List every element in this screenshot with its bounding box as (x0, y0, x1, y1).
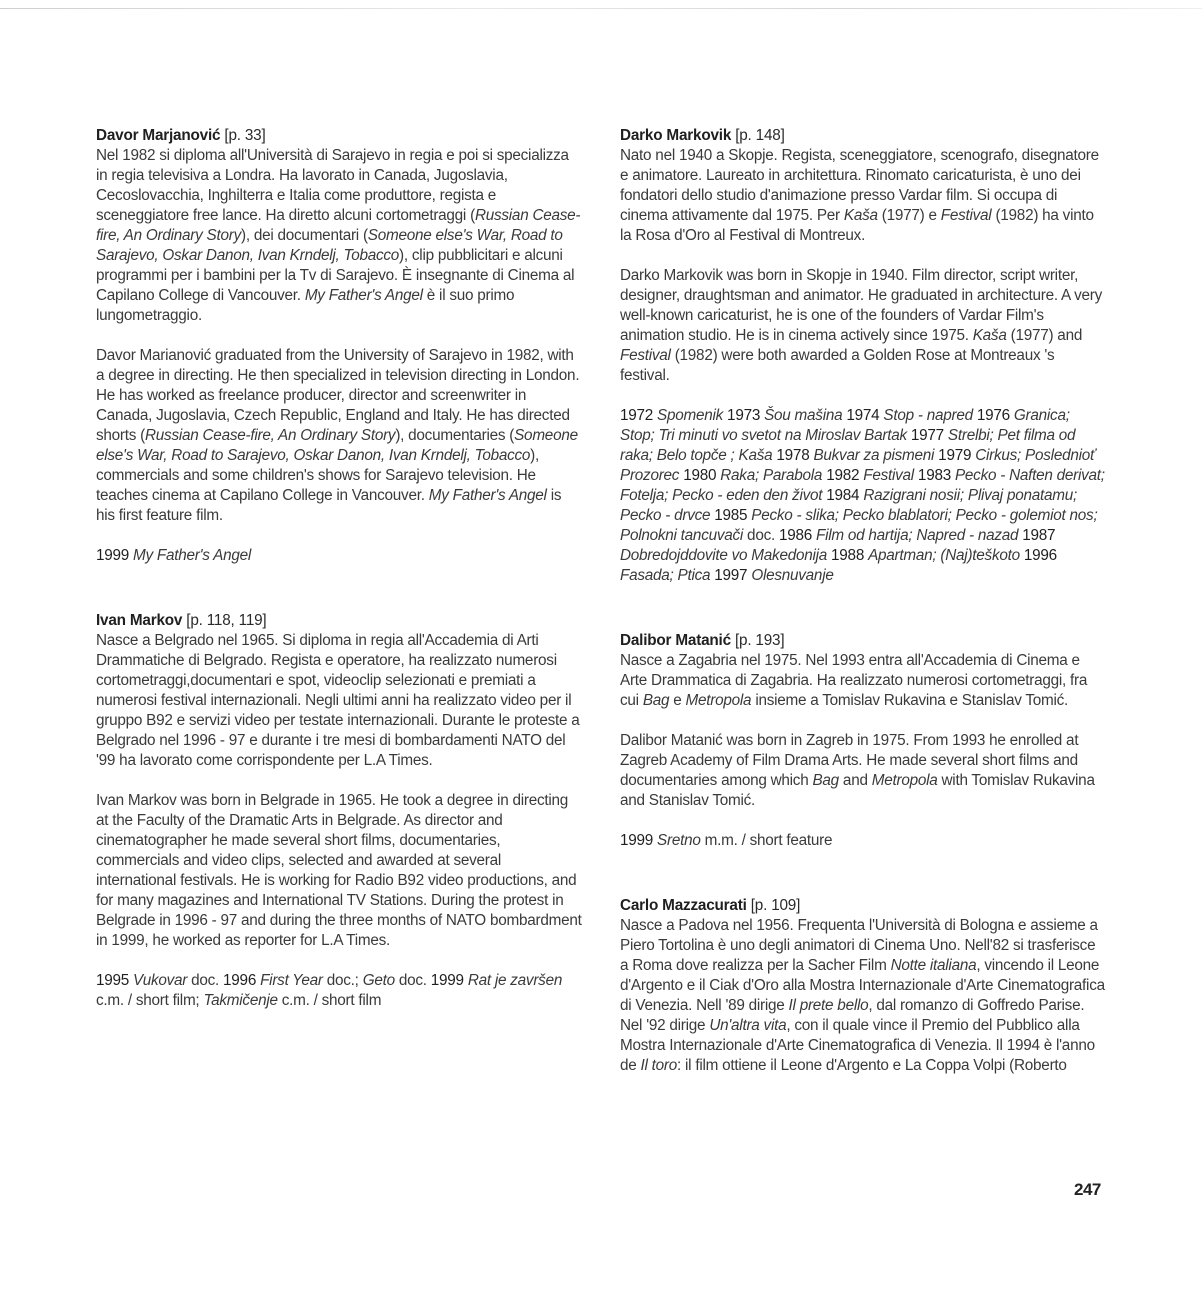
director-name: Davor Marjanović (96, 127, 221, 144)
entry-carlo-mazzacurati (620, 896, 1106, 1076)
filmography-year: 1973 (723, 407, 765, 424)
film-title: Festival (863, 467, 914, 484)
page-reference: [p. 118, 119] (186, 612, 267, 629)
entry-heading (96, 126, 582, 146)
director-name: Darko Markovik (620, 127, 732, 144)
film-note: c.m. / short film (277, 992, 382, 1009)
entry-heading (620, 896, 1106, 916)
film-note: doc. (743, 527, 779, 544)
director-name: Carlo Mazzacurati (620, 897, 747, 914)
bio-italian: Nasce a Belgrado nel 1965. Si diploma in regia all'Accademia di Arti Drammatiche di Belgrado. Regista e operatore, ha realizzato numerosi cortometraggi,documentari e spot, videoclip selezionati e premiati a numerosi festival internazionali. Negli ultimi anni ha realizzato video per il gruppo B92 e servizi video per testate internazionali. Durante le proteste a Belgrado nel 1996 - 97 e durante i tre mesi di bombardamenti NATO del '99 ha lavorato come corrispondente per L.A Times. (96, 632, 580, 769)
entry-davor-marjanovic (96, 126, 582, 566)
film-title: Spomenik (657, 407, 724, 424)
filmography-year: 1972 (620, 407, 658, 424)
entry-heading (620, 631, 1106, 651)
film-title: First Year (260, 972, 323, 989)
filmography-year: 1977 (906, 427, 948, 444)
filmography-year: 1982 (822, 467, 864, 484)
film-title: Bukvar za pismeni (813, 447, 935, 464)
film-title: Fasada; Ptica (620, 567, 711, 584)
filmography-year: 1999 (620, 832, 658, 849)
bio-english: Darko Markovik was born in Skopje in 1940. Film director, script writer, designer, draughtsman and animator. He graduated in architecture. A very well-known caricaturist, he is one of the founders of Vardar Film's animation studio. He is in cinema actively since 1975. Kaša (1977) and Festival (1982) were both awarded a Golden Rose at Montreaux 's festival. (620, 267, 1103, 384)
bio-italian: Nato nel 1940 a Skopje. Regista, sceneggiatore, scenografo, disegnatore e animatore. Laureato in architettura. Rinomato caricaturista, è uno dei fondatori dello studio d'animazione presso Vardar film. Si occupa di cinema attivamente dal 1975. Per Kaša (1977) e Festival (1982) ha vinto la Rosa d'Oro al Festival di Montreux. (620, 147, 1099, 244)
entry-heading (96, 611, 582, 631)
film-title: Vukovar (133, 972, 188, 989)
bio-english: Davor Marianović graduated from the University of Sarajevo in 1982, with a degree in directing. He then specialized in television directing in London. He has worked as freelance producer, director and screenwriter in Canada, Jugoslavia, Czech Republic, England and Italy. He has directed shorts (Russian Cease-fire, An Ordinary Story), documentaries (Someone else's War, Road to Sarajevo, Oskar Danon, Ivan Krndelj, Tobacco), commercials and some children's shows for Sarajevo television. He teaches cinema at Capilano College in Vancouver. My Father's Angel is his first feature film. (96, 347, 580, 524)
film-title: Film od hartija; Napred - nazad (816, 527, 1019, 544)
filmography-year: 1985 (710, 507, 752, 524)
film-title: Raka; Parabola (720, 467, 823, 484)
right-column (620, 126, 1106, 1076)
film-title: My Father's Angel (133, 547, 252, 564)
filmography-year: 1995 (96, 972, 134, 989)
page-reference: [p. 148] (735, 127, 785, 144)
bio-english: Dalibor Matanić was born in Zagreb in 1975. From 1993 he enrolled at Zagreb Academy of Film Drama Arts. He made several short films and documentaries among which Bag and Metropola with Tomislav Rukavina and Stanislav Tomić. (620, 732, 1095, 809)
filmography-year: 1986 (778, 527, 817, 544)
filmography-year: 1979 (934, 447, 976, 464)
film-title: Olesnuvanje (751, 567, 834, 584)
film-note: c.m. / short film; (96, 992, 204, 1009)
filmography-year: 1978 (772, 447, 814, 464)
filmography-year: 1999 (96, 547, 134, 564)
page-number: 247 (1074, 1180, 1101, 1199)
film-title: Dobredojddovite vo Makedonija (620, 547, 828, 564)
film-title: Stop - napred (883, 407, 973, 424)
film-title: Pecko - Naften derivat; Fotelja; Pecko - eden den život (620, 467, 1105, 504)
film-note: m.m. / short feature (700, 832, 833, 849)
film-title: Granica; Stop; Tri minuti vo svetot na Miroslav Bartak (620, 407, 1070, 444)
top-rule (0, 8, 1202, 9)
film-title: Razigrani nosii; Plivaj ponatamu; Pecko - drvce (620, 487, 1077, 524)
filmography-year: 1988 (827, 547, 869, 564)
film-title: Geto (362, 972, 395, 989)
film-title: Takmičenje (203, 992, 278, 1009)
director-name: Dalibor Matanić (620, 632, 731, 649)
film-title: Rat je završen (467, 972, 563, 989)
film-title: Sretno (657, 832, 701, 849)
bio-english: Ivan Markov was born in Belgrade in 1965. He took a degree in directing at the Faculty of the Dramatic Arts in Belgrade. As director and cinematographer he made several short films, documentaries, commercials and video clips, selected and awarded at several international festivals. He is working for Radio B92 video productions, and for many magazines and International TV Stations. During the protest in Belgrade in 1996 - 97 and during the three months of NATO bombardment in 1999, he worked as reporter for L.A Times. (96, 792, 582, 949)
film-note: doc. (187, 972, 224, 989)
bio-italian: Nasce a Zagabria nel 1975. Nel 1993 entra all'Accademia di Cinema e Arte Drammatica di Zagabria. Ha realizzato numerosi cortometraggi, fra cui Bag e Metropola insieme a Tomislav Rukavina e Stanislav Tomić. (620, 652, 1088, 709)
filmography (620, 831, 1106, 851)
film-title: Strelbi; Pet filma od raka; Belo topče ; Kaša (620, 427, 1076, 464)
filmography (620, 406, 1106, 586)
filmography-year: 1996 (1019, 547, 1057, 564)
filmography (96, 546, 582, 566)
page-reference: [p. 33] (224, 127, 266, 144)
entry-dalibor-matanic (620, 631, 1106, 851)
filmography-year: 1987 (1018, 527, 1056, 544)
film-note: doc. (394, 972, 431, 989)
film-title: Šou mašina (764, 407, 843, 424)
director-name: Ivan Markov (96, 612, 183, 629)
filmography (96, 971, 582, 1011)
entry-heading (620, 126, 1106, 146)
filmography-year: 1974 (842, 407, 884, 424)
entry-darko-markovik (620, 126, 1106, 586)
filmography-year: 1983 (913, 467, 955, 484)
filmography-year: 1976 (972, 407, 1014, 424)
filmography-year: 1996 (223, 972, 261, 989)
bio-italian: Nel 1982 si diploma all'Università di Sarajevo in regia e poi si specializza in regia televisiva a Londra. Ha lavorato in Canada, Jugoslavia, Cecoslovacchia, Inghilterra e Italia come produttore, regista e sceneggiatore free lance. Ha diretto alcuni cortometraggi (Russian Cease-fire, An Ordinary Story), dei documentari (Someone else's War, Road to Sarajevo, Oskar Danon, Ivan Krndelj, Tobacco), clip pubblicitari e alcuni programmi per i bambini per la Tv di Sarajevo. È insegnante di Cinema al Capilano College di Vancouver. My Father's Angel è il suo primo lungometraggio. (96, 147, 581, 324)
film-title: Cirkus; Poslednioť Prozorec (620, 447, 1096, 484)
filmography-year: 1999 (430, 972, 468, 989)
film-note: doc.; (322, 972, 363, 989)
film-title: Apartman; (Naj)teškoto (868, 547, 1020, 564)
filmography-year: 1980 (679, 467, 721, 484)
bio-italian: Nasce a Padova nel 1956. Frequenta l'Università di Bologna e assieme a Piero Tortolina è uno degli animatori di Cinema Uno. Nell'82 si trasferisce a Roma dove realizza per la Sacher Film Notte italiana, vincendo il Leone d'Argento e il Ciak d'Oro alla Mostra Internazionale d'Arte Cinematografica di Venezia. Nell '89 dirige Il prete bello, dal romanzo di Goffredo Parise. Nel '92 dirige Un'altra vita, con il quale vince il Premio del Pubblico alla Mostra Internazionale d'Arte Cinematografica di Venezia. Il 1994 è l'anno de Il toro: il film ottiene il Leone d'Argento e La Coppa Volpi (Roberto (620, 917, 1105, 1074)
entry-ivan-markov (96, 611, 582, 1011)
film-title: Pecko - slika; Pecko blablatori; Pecko - golemiot nos; Polnokni tancuvači (620, 507, 1098, 544)
page-reference: [p. 193] (734, 632, 785, 649)
filmography-year: 1984 (822, 487, 864, 504)
page-reference: [p. 109] (750, 897, 801, 914)
filmography-year: 1997 (710, 567, 752, 584)
left-column (96, 126, 582, 1011)
